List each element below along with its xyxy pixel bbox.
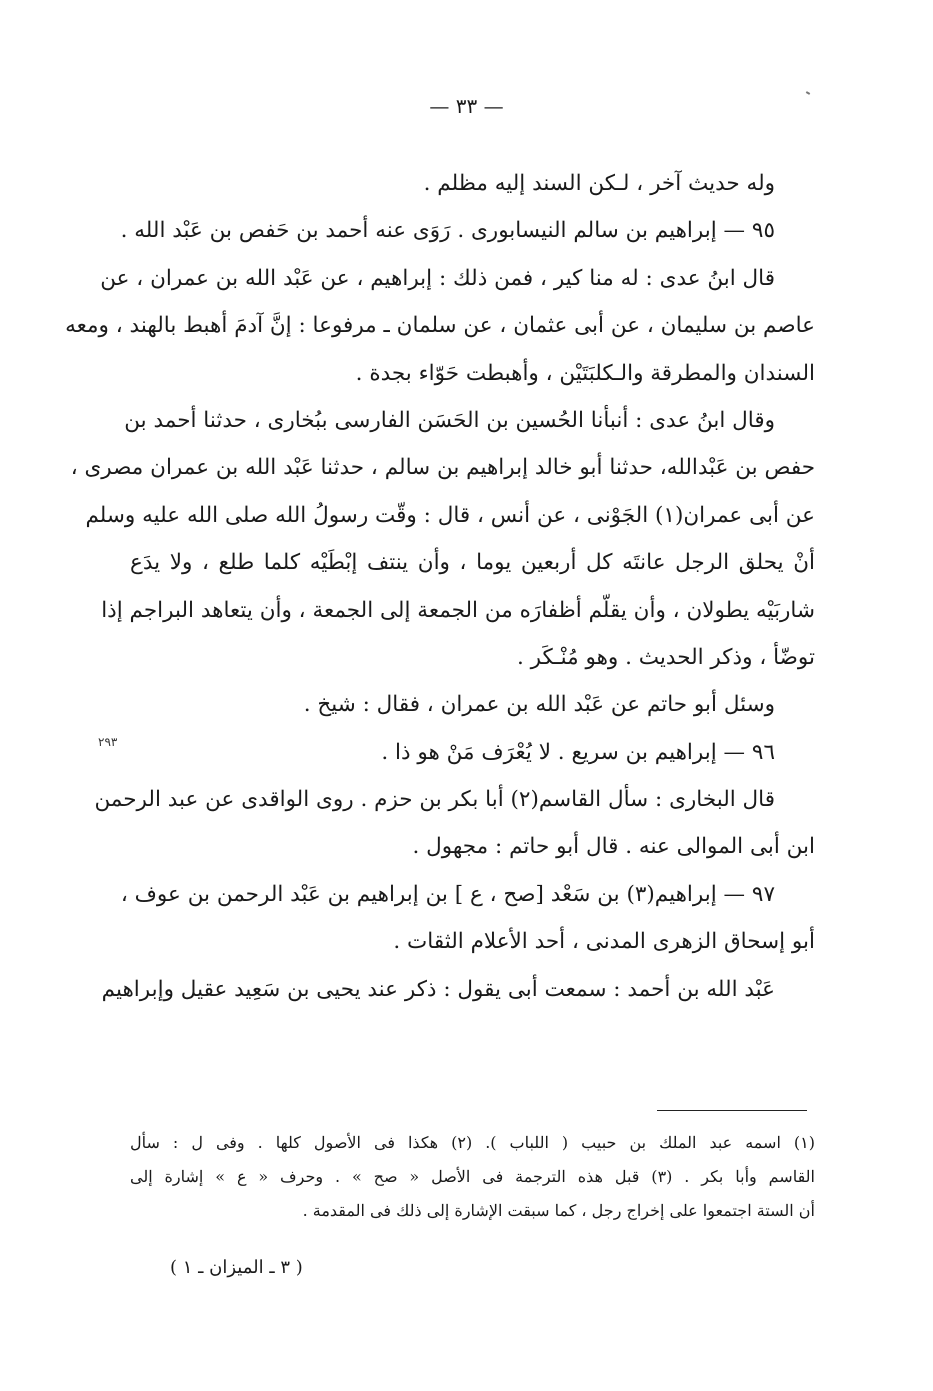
text-line: شاربَيْه يطولان ، وأن يقلّم أظفارَه من الجمعة إلى الجمعة ، وأن يتعاهد البراجم إذا: [101, 597, 815, 623]
footnote-line: أن الستة اجتمعوا على إخراج رجل ، كما سبقت الإشارة إلى ذلك فى المقدمة .: [302, 1201, 815, 1220]
entry-96-heading: ٩٦ — إبراهيم بن سريع . لا يُعْرَف مَنْ هو ذا .: [381, 739, 775, 765]
text-line: وقال ابنُ عدى : أنبأنا الحُسين بن الحَسَن الفارسى ببُخارى ، حدثنا أحمد بن: [124, 407, 775, 433]
footnote-line: (١) اسمه عبد الملك بن حبيب ( اللباب ). (٢) هكذا فى الأصول كلها . وفى ل : سأل: [130, 1133, 816, 1152]
footnote-line: القاسم وأبا بكر . (٣) قبل هذه الترجمة فى الأصل « صح » . وحرف « ع » إشارة إلى: [130, 1167, 815, 1186]
text-line: السندان والمطرقة والـكلبَتَيْن ، وأهبطت حَوّاء بجدة .: [355, 360, 815, 386]
text-line: وسئل أبو حاتم عن عَبْد الله بن عمران ، فقال : شيخ .: [303, 692, 775, 718]
text-line: توضّأ ، وذكر الحديث . وهو مُنْـكَر .: [516, 644, 815, 670]
text-line: قال البخارى : سأل القاسم(٢) أبا بكر بن حزم . روى الواقدى عن عبد الرحمن: [94, 787, 775, 813]
text-line: أبو إسحاق الزهرى المدنى ، أحد الأعلام الثقات .: [393, 929, 815, 955]
text-line: حفص بن عَبْدالله، حدثنا أبو خالد إبراهيم بن سالم ، حدثنا عَبْد الله بن عمران مصرى ،: [70, 455, 815, 481]
page-number: — ٣٣ —: [429, 94, 504, 118]
entry-97-heading: ٩٧ — إبراهيم(٣) بن سَعْد [صح ، ع ] بن إبراهيم بن عَبْد الرحمن بن عوف ،: [120, 881, 775, 907]
entry-95-heading: ٩٥ — إبراهيم بن سالم النيسابورى . رَوَى عنه أحمد بن حَفص بن عَبْد الله .: [120, 218, 775, 244]
text-line: وله حديث آخر ، لـكن السند إليه مظلم .: [423, 171, 775, 196]
text-line: عن أبى عمران(١) الجَوْنى ، عن أنس ، قال : وقّت رسولُ الله صلى الله عليه وسلم: [85, 502, 815, 528]
footnote-divider: [657, 1110, 807, 1111]
text-line: قال ابنُ عدى : له منا كير ، فمن ذلك : إبراهيم ، عن عَبْد الله بن عمران ، عن: [100, 265, 775, 291]
text-line: عَبْد الله بن أحمد : سمعت أبى يقول : ذكر عند يحيى بن سَعِيد عقيل وإبراهيم: [101, 976, 775, 1002]
text-line: عاصم بن سليمان ، عن أبى عثمان ، عن سلمان ـ مرفوعا : إنَّ آدمَ أهبط بالهند ، ومعه: [65, 313, 815, 339]
text-line: أنْ يحلق الرجل عانتَه كل أربعين يوما ، وأن ينتف إبْطَيْه كلما طلع ، ولا يدَع: [130, 550, 815, 576]
margin-note: ٢٩٣: [98, 735, 118, 749]
text-line: ابن أبى الموالى عنه . قال أبو حاتم : مجهول .: [412, 834, 815, 860]
footnotes: [130, 1126, 815, 1228]
signature-mark: ( ٣ ـ الميزان ـ ١ ): [170, 1257, 303, 1278]
